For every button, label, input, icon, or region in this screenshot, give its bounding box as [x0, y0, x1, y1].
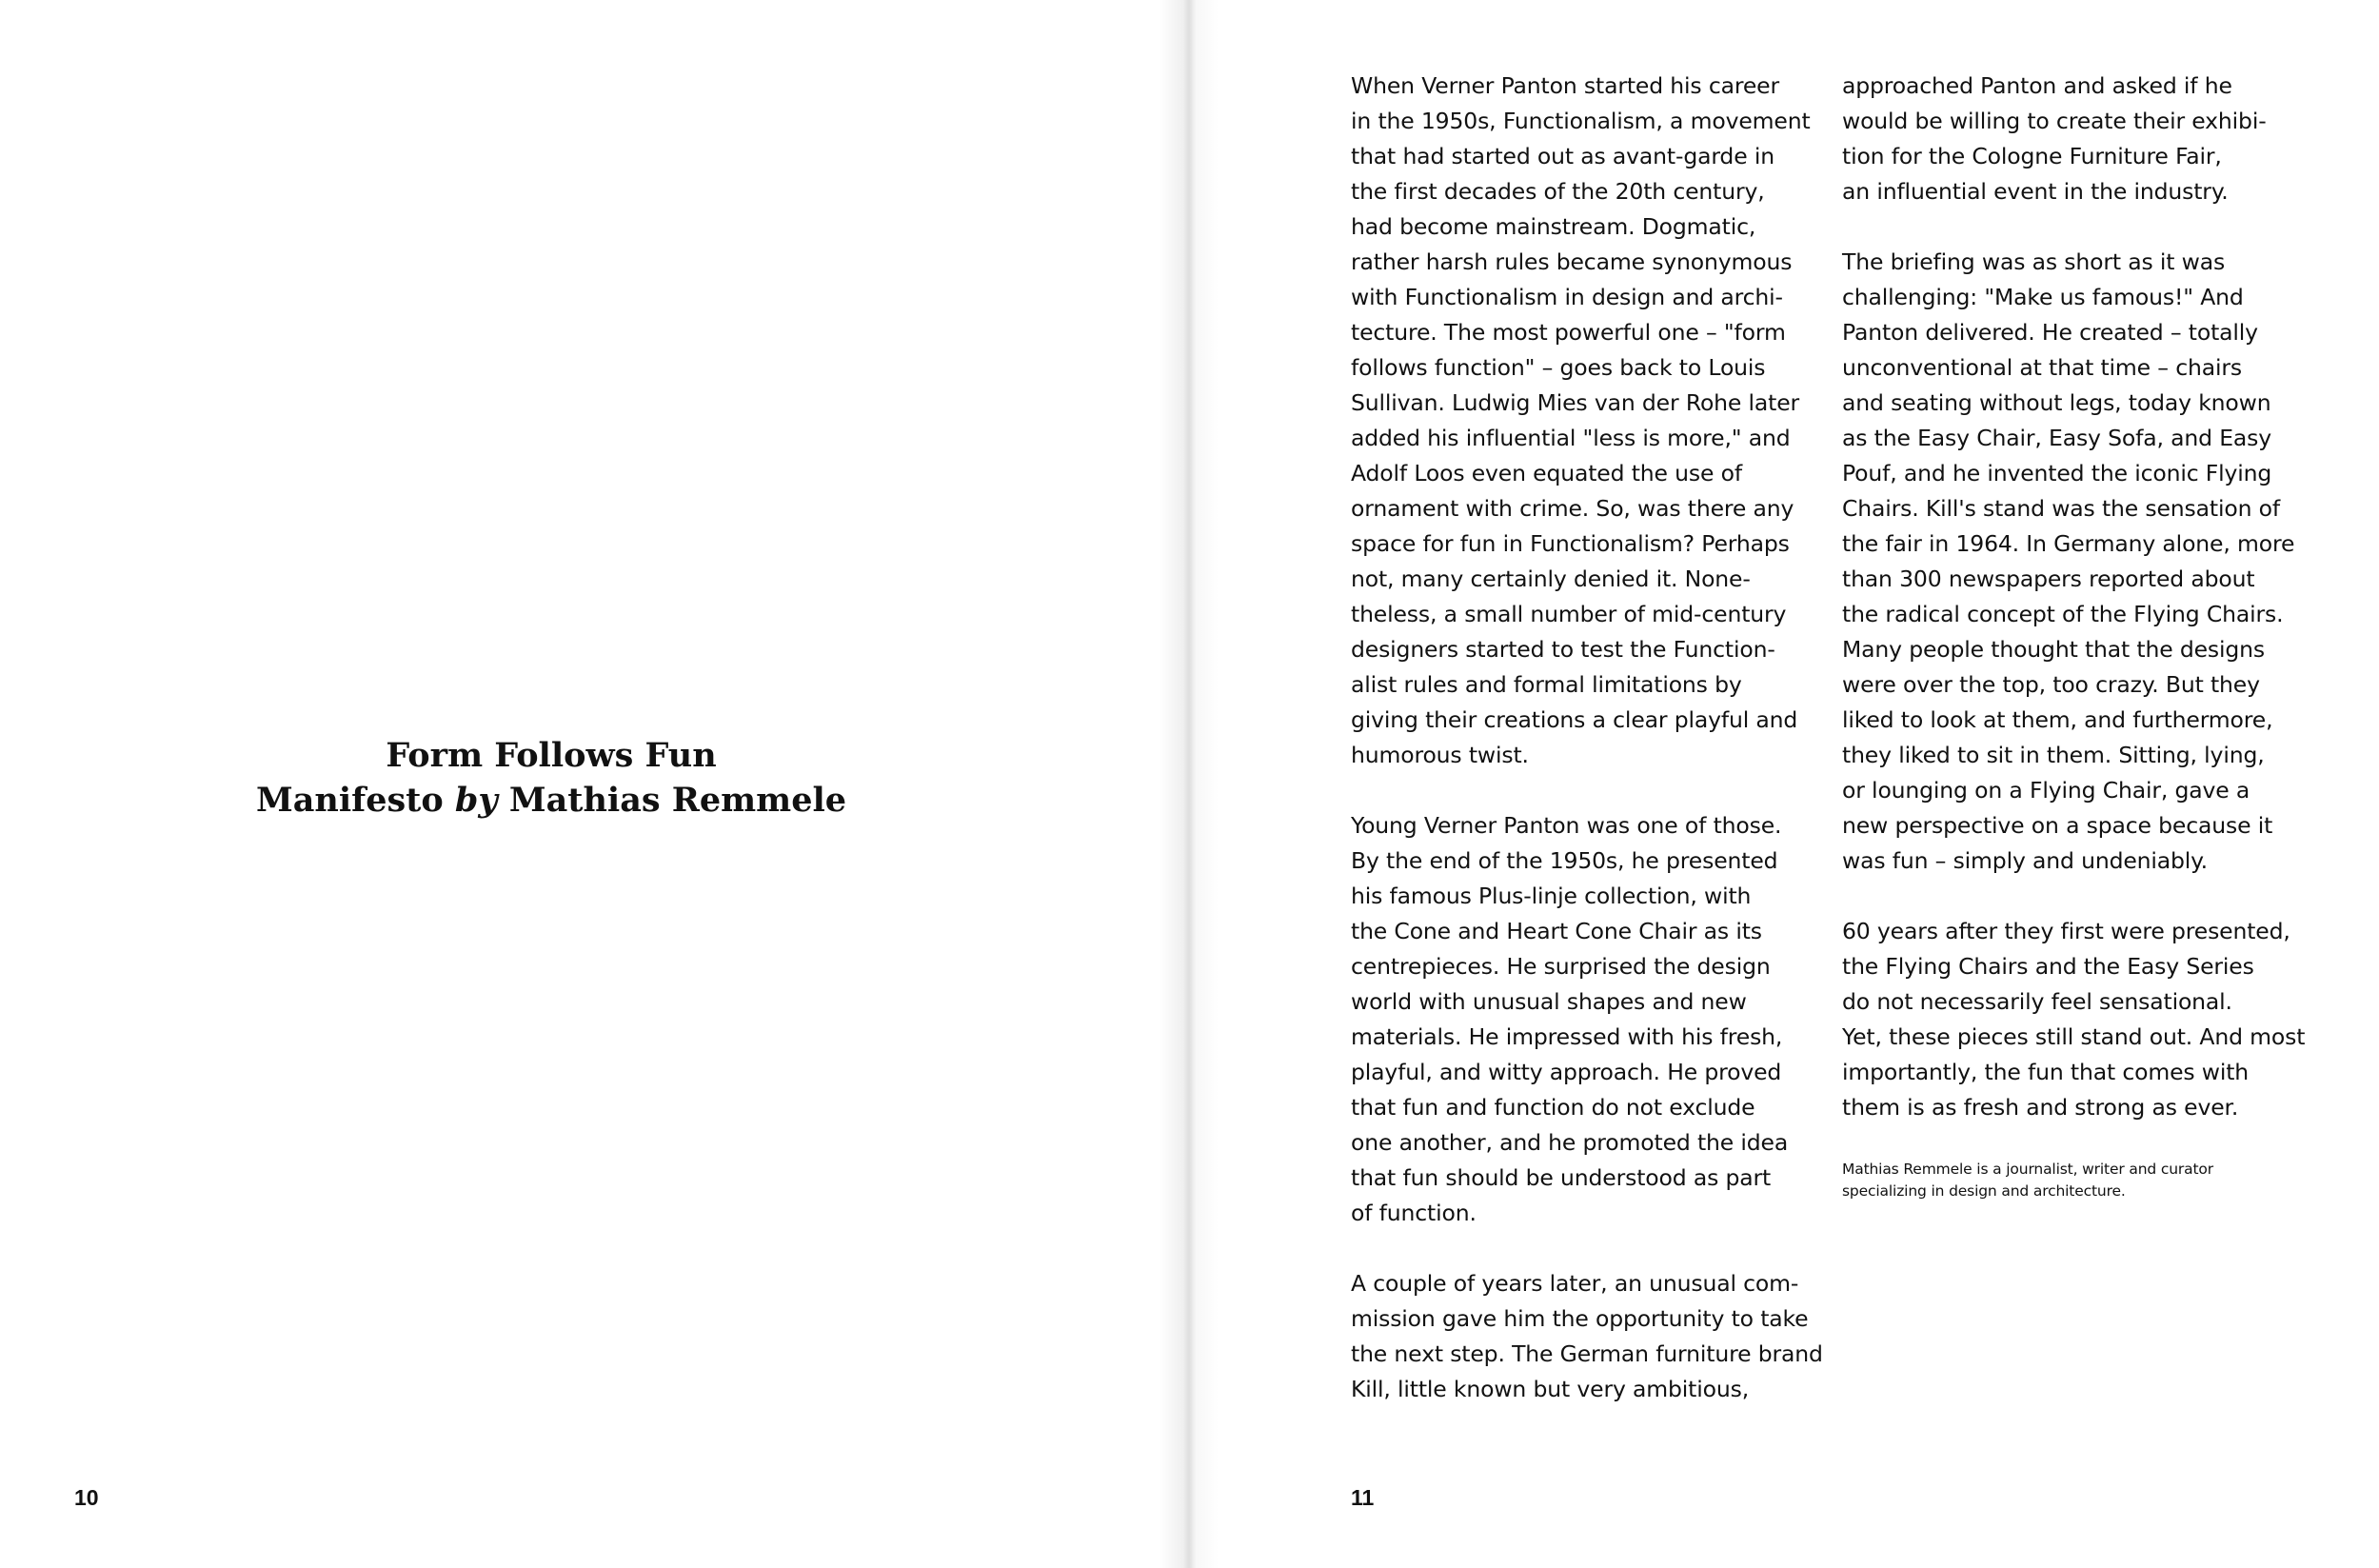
text-line: mission gave him the opportunity to take: [1351, 1305, 1809, 1332]
text-line: designers started to test the Function-: [1351, 636, 1775, 663]
text-line: importantly, the fun that comes with: [1842, 1059, 2250, 1085]
text-line: new perspective on a space because it: [1842, 812, 2273, 839]
text-column-1: [1351, 69, 1821, 1442]
text-line: as the Easy Chair, Easy Sofa, and Easy: [1842, 425, 2272, 451]
text-line: Pouf, and he invented the iconic Flying: [1842, 460, 2272, 486]
title-by: by: [454, 781, 498, 820]
text-line: Adolf Loos even equated the use of: [1351, 460, 1742, 486]
text-line: that fun and function do not exclude: [1351, 1094, 1755, 1121]
body-paragraph: [1842, 245, 2312, 879]
text-line: approached Panton and asked if he: [1842, 72, 2232, 99]
text-line: By the end of the 1950s, he presented: [1351, 847, 1778, 874]
body-paragraph: [1351, 1266, 1821, 1407]
text-line: the first decades of the 20th century,: [1351, 178, 1765, 205]
text-line: Young Verner Panton was one of those.: [1351, 812, 1782, 839]
text-line: added his influential "less is more," and: [1351, 425, 1791, 451]
text-line: in the 1950s, Functionalism, a movement: [1351, 108, 1811, 134]
text-line: world with unusual shapes and new: [1351, 988, 1747, 1015]
page-number-right: 11: [1351, 1485, 1375, 1510]
text-line: had become mainstream. Dogmatic,: [1351, 213, 1756, 240]
title-author: Mathias Remmele: [508, 781, 847, 820]
text-line: than 300 newspapers reported about: [1842, 566, 2255, 592]
title-manifesto: Manifesto: [255, 781, 444, 820]
text-line: 60 years after they first were presented,: [1842, 918, 2290, 944]
author-bio: [1842, 1159, 2312, 1202]
title-line-2: [0, 778, 1102, 823]
text-line: or lounging on a Flying Chair, gave a: [1842, 777, 2250, 804]
bio-line: specializing in design and architecture.: [1842, 1182, 2126, 1200]
text-line: unconventional at that time – chairs: [1842, 354, 2242, 381]
text-line: the radical concept of the Flying Chairs.: [1842, 601, 2284, 627]
body-paragraph: [1842, 69, 2312, 209]
text-line: Sullivan. Ludwig Mies van der Rohe later: [1351, 389, 1800, 416]
text-column-2: [1842, 69, 2312, 1202]
text-line: they liked to sit in them. Sitting, lying,: [1842, 742, 2265, 768]
title-line-1: Form Follows Fun: [386, 736, 717, 775]
article-title: [0, 733, 1102, 823]
text-line: follows function" – goes back to Louis: [1351, 354, 1766, 381]
text-line: When Verner Panton started his career: [1351, 72, 1779, 99]
text-line: rather harsh rules became synonymous: [1351, 248, 1793, 275]
text-line: giving their creations a clear playful and: [1351, 706, 1798, 733]
text-line: one another, and he promoted the idea: [1351, 1129, 1789, 1156]
text-line: Chairs. Kill's stand was the sensation of: [1842, 495, 2280, 522]
left-page: [0, 0, 1189, 1568]
text-line: would be willing to create their exhibi-: [1842, 108, 2267, 134]
text-line: them is as fresh and strong as ever.: [1842, 1094, 2239, 1121]
text-line: with Functionalism in design and archi-: [1351, 284, 1783, 310]
text-line: playful, and witty approach. He proved: [1351, 1059, 1782, 1085]
text-line: were over the top, too crazy. But they: [1842, 671, 2260, 698]
text-line: Kill, little known but very ambitious,: [1351, 1376, 1750, 1402]
body-paragraph: [1351, 808, 1821, 1231]
body-paragraph: [1842, 914, 2312, 1125]
body-paragraph: [1351, 69, 1821, 773]
text-line: of function.: [1351, 1200, 1477, 1226]
bio-line: Mathias Remmele is a journalist, writer and curator: [1842, 1161, 2213, 1178]
text-line: ornament with crime. So, was there any: [1351, 495, 1794, 522]
text-line: and seating without legs, today known: [1842, 389, 2271, 416]
text-line: centrepieces. He surprised the design: [1351, 953, 1771, 980]
text-line: liked to look at them, and furthermore,: [1842, 706, 2273, 733]
text-line: not, many certainly denied it. None-: [1351, 566, 1751, 592]
text-line: The briefing was as short as it was: [1842, 248, 2226, 275]
text-line: the Flying Chairs and the Easy Series: [1842, 953, 2254, 980]
text-line: Yet, these pieces still stand out. And most: [1842, 1023, 2306, 1050]
text-line: do not necessarily feel sensational.: [1842, 988, 2232, 1015]
text-line: tecture. The most powerful one – "form: [1351, 319, 1786, 346]
text-line: A couple of years later, an unusual com-: [1351, 1270, 1799, 1297]
text-line: his famous Plus-linje collection, with: [1351, 883, 1752, 909]
text-line: challenging: "Make us famous!" And: [1842, 284, 2244, 310]
text-line: was fun – simply and undeniably.: [1842, 847, 2208, 874]
page-number-left: 10: [74, 1485, 99, 1510]
text-line: tion for the Cologne Furniture Fair,: [1842, 143, 2222, 169]
text-line: that had started out as avant-garde in: [1351, 143, 1774, 169]
text-line: materials. He impressed with his fresh,: [1351, 1023, 1783, 1050]
text-line: Panton delivered. He created – totally: [1842, 319, 2258, 346]
text-line: Many people thought that the designs: [1842, 636, 2265, 663]
text-line: humorous twist.: [1351, 742, 1529, 768]
text-line: the next step. The German furniture brand: [1351, 1340, 1823, 1367]
text-line: the Cone and Heart Cone Chair as its: [1351, 918, 1762, 944]
text-line: an influential event in the industry.: [1842, 178, 2229, 205]
text-line: alist rules and formal limitations by: [1351, 671, 1742, 698]
text-line: the fair in 1964. In Germany alone, more: [1842, 530, 2295, 557]
text-line: theless, a small number of mid-century: [1351, 601, 1787, 627]
text-line: space for fun in Functionalism? Perhaps: [1351, 530, 1790, 557]
text-line: that fun should be understood as part: [1351, 1164, 1772, 1191]
